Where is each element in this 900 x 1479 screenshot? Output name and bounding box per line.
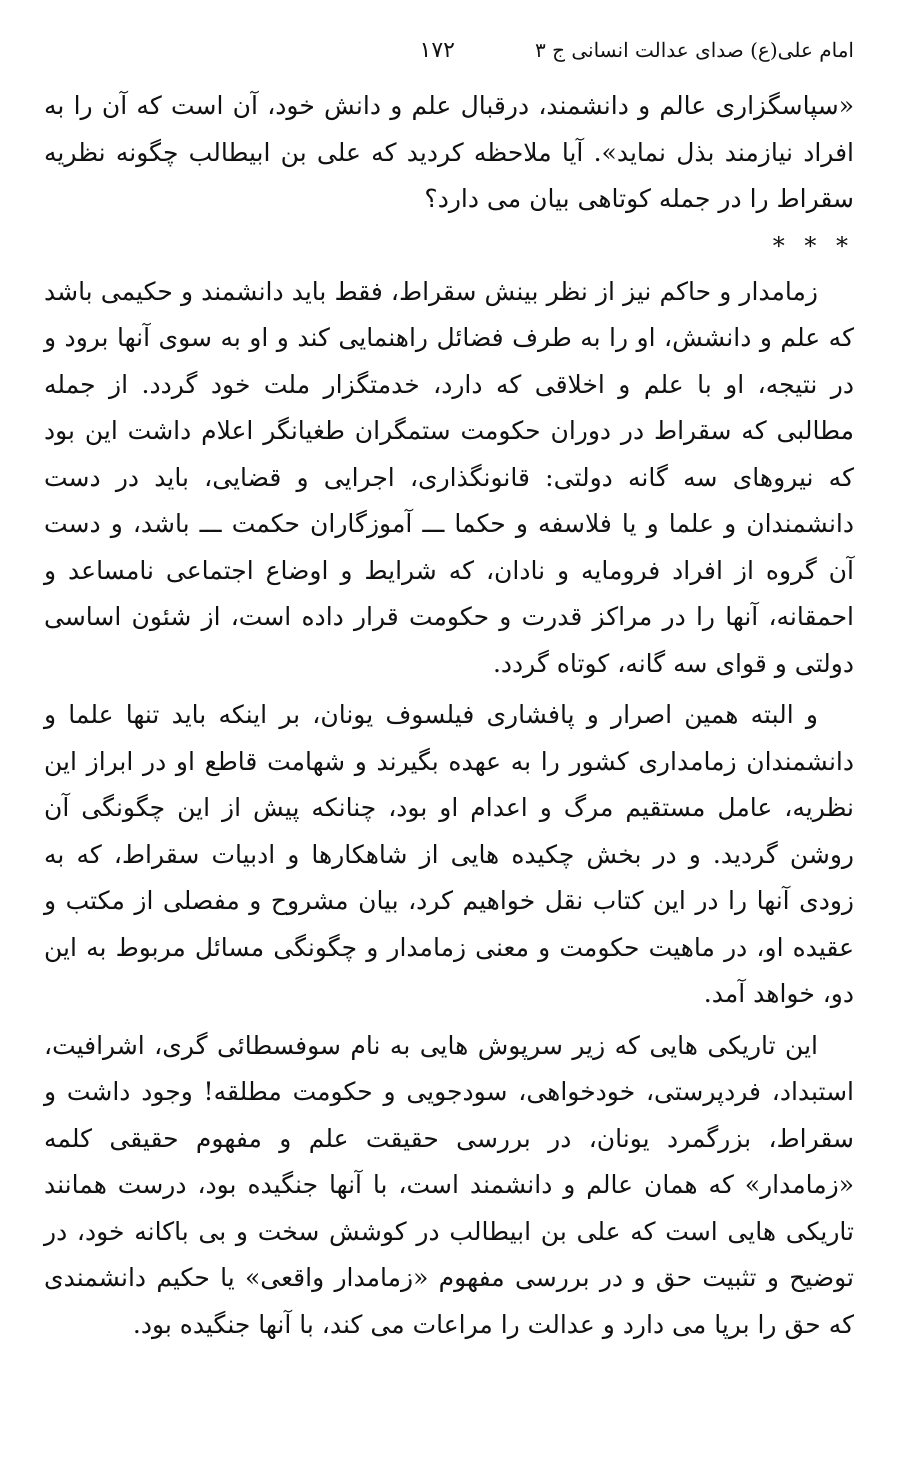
running-header: [46, 30, 854, 70]
section-separator: * * *: [772, 231, 854, 260]
paragraph-quote-conclusion: «سپاسگزاری عالم و دانشمند، درقبال علم و دانش خود، آن است که آن را به افراد نیازمند بذل نماید». آیا ملاحظه کردید که علی بن ابیطالب چگونه نظریه سقراط را در جمله کوتاهی بیان می دارد؟: [44, 91, 854, 213]
paragraph-ruler-philosopher: زمامدار و حاکم نیز از نظر بینش سقراط، فقط باید دانشمند و حکیمی باشد که علم و دانشش، او را به طرف فضائل راهنمایی کند و او به سوی آنها برود و در نتیجه، او با علم و اخلاقی که دارد، خدمتگزار ملت خود گردد. از جمله مطالبی که سقراط در دوران حکومت ستمگران طغیانگر اعلام داشت این بود که نیروهای سه گانه دولتی: قانونگذاری، اجرایی و قضایی، باید در دست دانشمندان و علما و یا فلاسفه و حکما ـــ آموزگاران حکمت ـــ باشد، و دست آن گروه از افراد فرومایه و نادان، که شرایط و اوضاع اجتماعی نامساعد و احمقانه، آنها را در مراکز قدرت و حکومت قرار داده است، از شئون اساسی دولتی و قوای سه گانه، کوتاه گردد.: [44, 276, 854, 678]
paragraph-darkness-comparison: این تاریکی هایی که زیر سرپوش هایی به نام سوفسطائی گری، اشرافیت، استبداد، فردپرستی، خودخواهی، سودجویی و حکومت مطلقه! وجود داشت و سقراط، بزرگمرد یونان، در بررسی حقیقت علم و مفهوم حقیقی کلمه «زمامدار» که همان عالم و دانشمند است، با آنها جنگیده بود، درست همانند تاریکی هایی است که علی بن ابیطالب در کوشش سخت و بی باکانه خود، در توضیح و تثبیت حق و در بررسی مفهوم «زمامدار واقعی» یا حکیم دانشمندی که حق را برپا می دارد و عدالت را مراعات می کند، با آنها جنگیده بود.: [44, 1030, 854, 1339]
running-header-title: امام علی(ع) صدای عدالت انسانی ج ۳: [534, 38, 854, 62]
page-number: ۱۷۲: [419, 37, 455, 63]
body-text: [44, 83, 854, 1348]
paragraph-socrates-insistence: و البته همین اصرار و پافشاری فیلسوف یونان، بر اینکه باید تنها علما و دانشمندان زمامداری کشور را به عهده بگیرند و شهامت قاطع او در ابراز این نظریه، عامل مستقیم مرگ و اعدام او بود، چنانکه پیش از این چگونگی آن روشن گردید. و در بخش چکیده هایی از شاهکارها و ادبیات سقراط، که به زودی آنها را در این کتاب نقل خواهیم کرد، بیان مشروح و مفصلی از مکتب و عقیده او، در ماهیت حکومت و معنی زمامدار و چگونگی مسائل مربوط به این دو، خواهد آمد.: [44, 700, 854, 1008]
